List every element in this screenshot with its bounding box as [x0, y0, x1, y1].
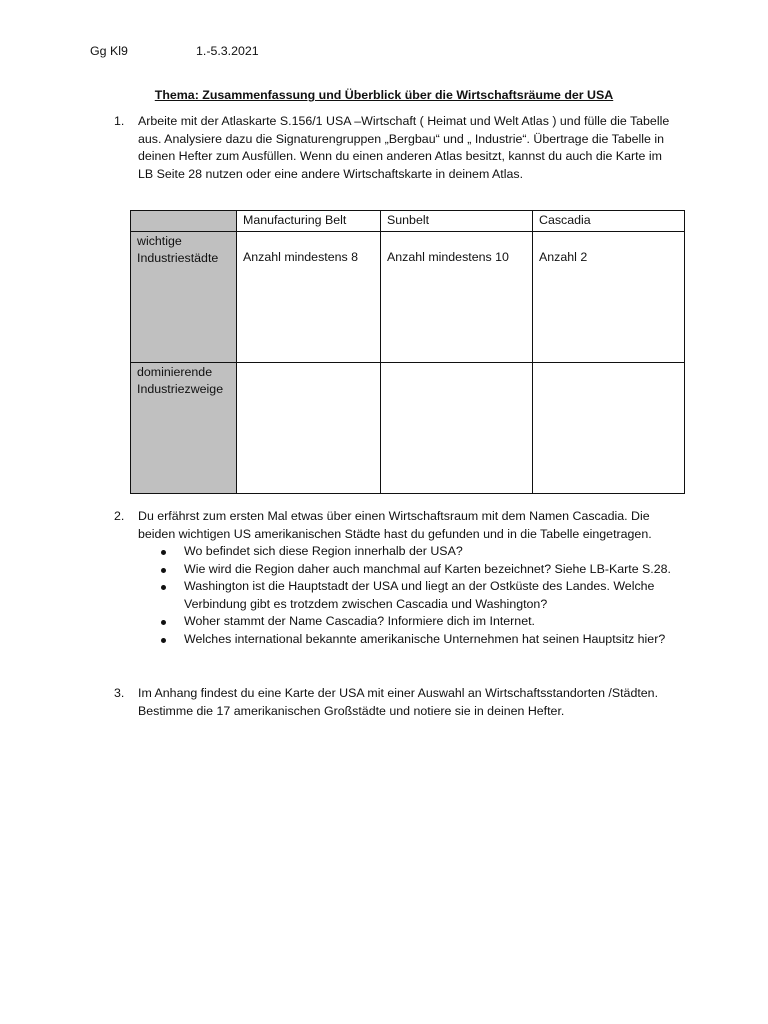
list-item: [158, 543, 678, 561]
date: 1.-5.3.2021: [196, 44, 259, 58]
list-item: [158, 631, 678, 649]
table-row: [131, 362, 685, 493]
table-cell: [237, 231, 381, 362]
bullet-icon: [161, 620, 166, 625]
list-item-text: Welches international bekannte amerikanische Unternehmen hat seinen Hauptsitz hier?: [184, 631, 666, 646]
column-header-manufacturing-belt: Manufacturing Belt: [237, 211, 381, 232]
bullet-icon: [161, 568, 166, 573]
table-header-corner: [131, 211, 237, 232]
cell-text: Anzahl mindestens 10: [387, 249, 509, 264]
task-1-text: Arbeite mit der Atlaskarte S.156/1 USA –Wirtschaft ( Heimat und Welt Atlas ) und fülle die Tabelle aus. Analysiere dazu die Signaturengruppen „Bergbau“ und „ Industrie“. Übertrage die Tabelle in deinen Hefter zum Ausfüllen. Wenn du einen anderen Atlas besitzt, kannst du auch die Karte im LB Seite 28 nutzen oder eine andere Wirtschaftskarte in deinem Atlas.: [138, 114, 670, 181]
cell-text: Anzahl mindestens 8: [243, 249, 359, 264]
task-3-text: Im Anhang findest du eine Karte der USA mit einer Auswahl an Wirtschaftsstandorten /Städten. Bestimme die 17 amerikanischen Großstädte und notiere sie in deinen Hefter.: [138, 686, 659, 718]
subject-class: Gg Kl9: [90, 44, 128, 58]
row-label-industriestaedte: wichtige Industriestädte: [131, 231, 237, 362]
column-header-sunbelt: Sunbelt: [381, 211, 533, 232]
task-3-number: 3.: [114, 686, 125, 700]
task-2-text: Du erfährst zum ersten Mal etwas über einen Wirtschaftsraum mit dem Namen Cascadia. Die beiden wichtigen US amerikanischen Städte hast du gefunden und in die Tabelle eingetragen.: [138, 509, 652, 541]
list-item: [158, 561, 678, 579]
row-label-industriezweige: dominierende Industriezweige: [131, 362, 237, 493]
list-item: [158, 613, 678, 631]
table-cell: [237, 362, 381, 493]
bullet-icon: [161, 638, 166, 643]
page-title: Thema: Zusammenfassung und Überblick über die Wirtschaftsräume der USA: [154, 88, 614, 102]
table-cell: [381, 362, 533, 493]
list-item-text: Wie wird die Region daher auch manchmal auf Karten bezeichnet? Siehe LB-Karte S.28.: [184, 561, 671, 576]
task-1-number: 1.: [114, 114, 125, 128]
cell-text: Anzahl 2: [539, 249, 588, 264]
table-row: [131, 231, 685, 362]
column-header-cascadia: Cascadia: [533, 211, 685, 232]
list-item: [158, 578, 678, 613]
table-cell: [533, 362, 685, 493]
table-cell: [381, 231, 533, 362]
task-2-question-list: [158, 543, 678, 649]
overview-table: [130, 210, 685, 494]
list-item-text: Wo befindet sich diese Region innerhalb der USA?: [184, 544, 463, 558]
list-item-text: Woher stammt der Name Cascadia? Informiere dich im Internet.: [184, 614, 535, 629]
table-header-row: [131, 211, 685, 232]
bullet-icon: [161, 585, 166, 590]
list-item-text: Washington ist die Hauptstadt der USA und liegt an der Ostküste des Landes. Welche Verbindung gibt es trotzdem zwischen Cascadia und Washington?: [184, 579, 655, 611]
task-2-number: 2.: [114, 509, 125, 523]
bullet-icon: [161, 550, 166, 555]
table-cell: [533, 231, 685, 362]
